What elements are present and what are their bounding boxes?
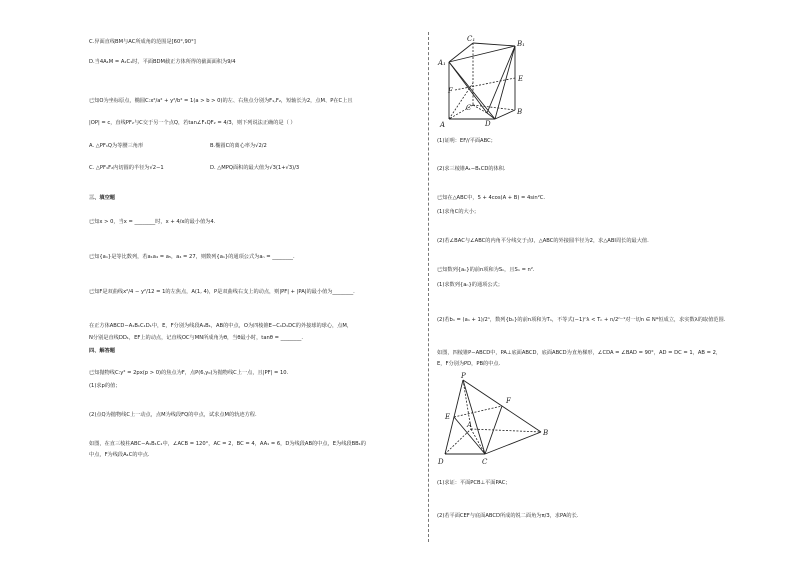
- prism-part-2: (2)求三棱锥A₁−B₁CD的体积.: [437, 166, 506, 172]
- ellipse-option-a: A. △PF₁Q为等腰三角形: [89, 143, 144, 149]
- ellipse-question-line1: 已知O为坐标原点，椭圆C:x²/a² + y²/b² = 1(a > b > 0)的左、右焦点分别为F₁,F₂，短轴长为2，点M、P在C上且: [89, 98, 353, 104]
- prism-label-f: F: [448, 87, 453, 95]
- parabola-question: 已知抛物线C:y² = 2px(p > 0)的焦点为F，点P(6,y₀)为抛物线C上一点，且|PF| = 10.: [89, 370, 289, 376]
- prism-label-c: C: [466, 104, 472, 112]
- prism-label-e: E: [518, 75, 524, 83]
- fill-question-3: 已知F是双曲线x²/4 − y²/12 = 1的左焦点，A(1, 4)，P是双曲线右支上的动点，则|PF| + |PA|的最小值为________.: [89, 289, 355, 295]
- ellipse-option-c: C. △PF₁F₂内切圆的半径为√2−1: [89, 165, 164, 171]
- triangle-question: 已知在△ABC中，5 + 4cos(A + B) = 4sin²C.: [437, 195, 546, 201]
- option-d: D.当4A₁M = A₁C₁时，平面BDM截正方体所得的截面面积为9/4: [89, 59, 236, 65]
- triangle-part-2: (2)若∠BAC与∠ABC的内角平分线交于点I，△ABC的外接圆半径为2，求△ABI周长的最大值.: [437, 238, 649, 244]
- ellipse-question-line2: |OP| = c，直线PF₂与C交于另一个点Q，若tan∠F₁QF₂ = 4/3，则下列说法正确的是（ ）: [89, 120, 296, 126]
- section-solutions: 四、解答题: [89, 348, 115, 354]
- fill-question-1: 已知x > 0，当x = ________时，x + 4/x的最小值为4.: [89, 219, 216, 225]
- pyramid-label-p: P: [461, 372, 466, 380]
- prism-label-a1: A₁: [438, 59, 446, 67]
- prism-part-1: (1)证明：EF//平面ABC；: [437, 138, 496, 144]
- ellipse-option-b: B.椭圆C的离心率为√2/2: [210, 143, 267, 149]
- pyramid-label-f: F: [506, 397, 511, 405]
- fill-question-4-line2: N分别是直线DD₁，EF上的动点，记直线OC与MN所成角为θ，当θ最小时，tanθ = ________.: [89, 335, 304, 341]
- prism-label-c1: C₁: [467, 35, 476, 43]
- column-divider: [428, 32, 429, 542]
- prism-label-b1: B₁: [517, 40, 525, 48]
- pyramid-label-e: E: [445, 413, 451, 421]
- parabola-part-1: (1)求p的值；: [89, 383, 121, 389]
- ellipse-option-d: D. △MPQ面积的最大值为√3(1+√3)/3: [210, 165, 300, 171]
- fill-question-2: 已知{aₙ}是等比数列，若a₁a₄ = a₅，a₄ = 27，则数列{aₙ}的通项公式为aₙ = ________.: [89, 254, 295, 260]
- pyramid-label-c: C: [482, 458, 488, 466]
- prism-figure: [435, 35, 525, 130]
- pyramid-label-b: B: [543, 429, 549, 437]
- prism-question-line2: 中点，F为线段A₁C的中点.: [89, 452, 150, 458]
- sequence-part-1: (1)求数列{aₙ}的通项公式；: [437, 282, 503, 288]
- pyramid-label-a: A: [467, 421, 473, 429]
- fill-question-4-line1: 在正方体ABCD−A₁B₁C₁D₁中，E，F分别为线段A₁B₁，AB的中点，O为四棱锥E−C₁D₁DC的外接球的球心，点M，: [89, 323, 353, 329]
- pyramid-question-line2: E，F分别为PD，PB的中点.: [437, 361, 501, 367]
- parabola-part-2: (2)点Q为抛物线C上一动点，点M为线段FQ的中点，试求点M的轨迹方程.: [89, 412, 257, 418]
- triangle-part-1: (1)求角C的大小；: [437, 209, 480, 215]
- sequence-part-2: (2)若bₙ = (aₙ + 1)/2ⁿ，数列{bₙ}的前n项和为Tₙ，不等式(−1)ⁿλ < Tₙ + n/2ⁿ⁻¹对一切n ∈ N*恒成立，求实数λ的取值范围.: [437, 317, 726, 323]
- pyramid-question-line1: 如图，四棱锥P−ABCD中，PA⊥底面ABCD，底面ABCD为直角梯形，∠CDA = ∠BAD = 90°，AD = DC = 1，AB = 2，: [437, 350, 722, 356]
- pyramid-part-1: (1)求证：平面PCB⊥平面PAC；: [437, 480, 511, 486]
- pyramid-label-d: D: [438, 458, 444, 466]
- pyramid-figure: [437, 372, 552, 470]
- section-fill-in: 三、填空题: [89, 195, 115, 201]
- prism-question-line1: 如图，在直三棱柱ABC−A₁B₁C₁中，∠ACB = 120°，AC = 2，BC = 4，AA₁ = 6，D为线段AB的中点，E为线段BB₁的: [89, 441, 366, 447]
- option-c: C.异面直线BM与AC所成角的范围是[60°,90°]: [89, 39, 196, 45]
- pyramid-part-2: (2)若平面CEF与底面ABCD所成的锐二面角为π/3，求PA的长.: [437, 513, 579, 519]
- sequence-question: 已知数列{aₙ}的前n项和为Sₙ，且Sₙ = n².: [437, 267, 535, 273]
- prism-label-d: D: [485, 120, 491, 128]
- prism-label-b: B: [517, 108, 523, 116]
- prism-label-a: A: [440, 121, 446, 129]
